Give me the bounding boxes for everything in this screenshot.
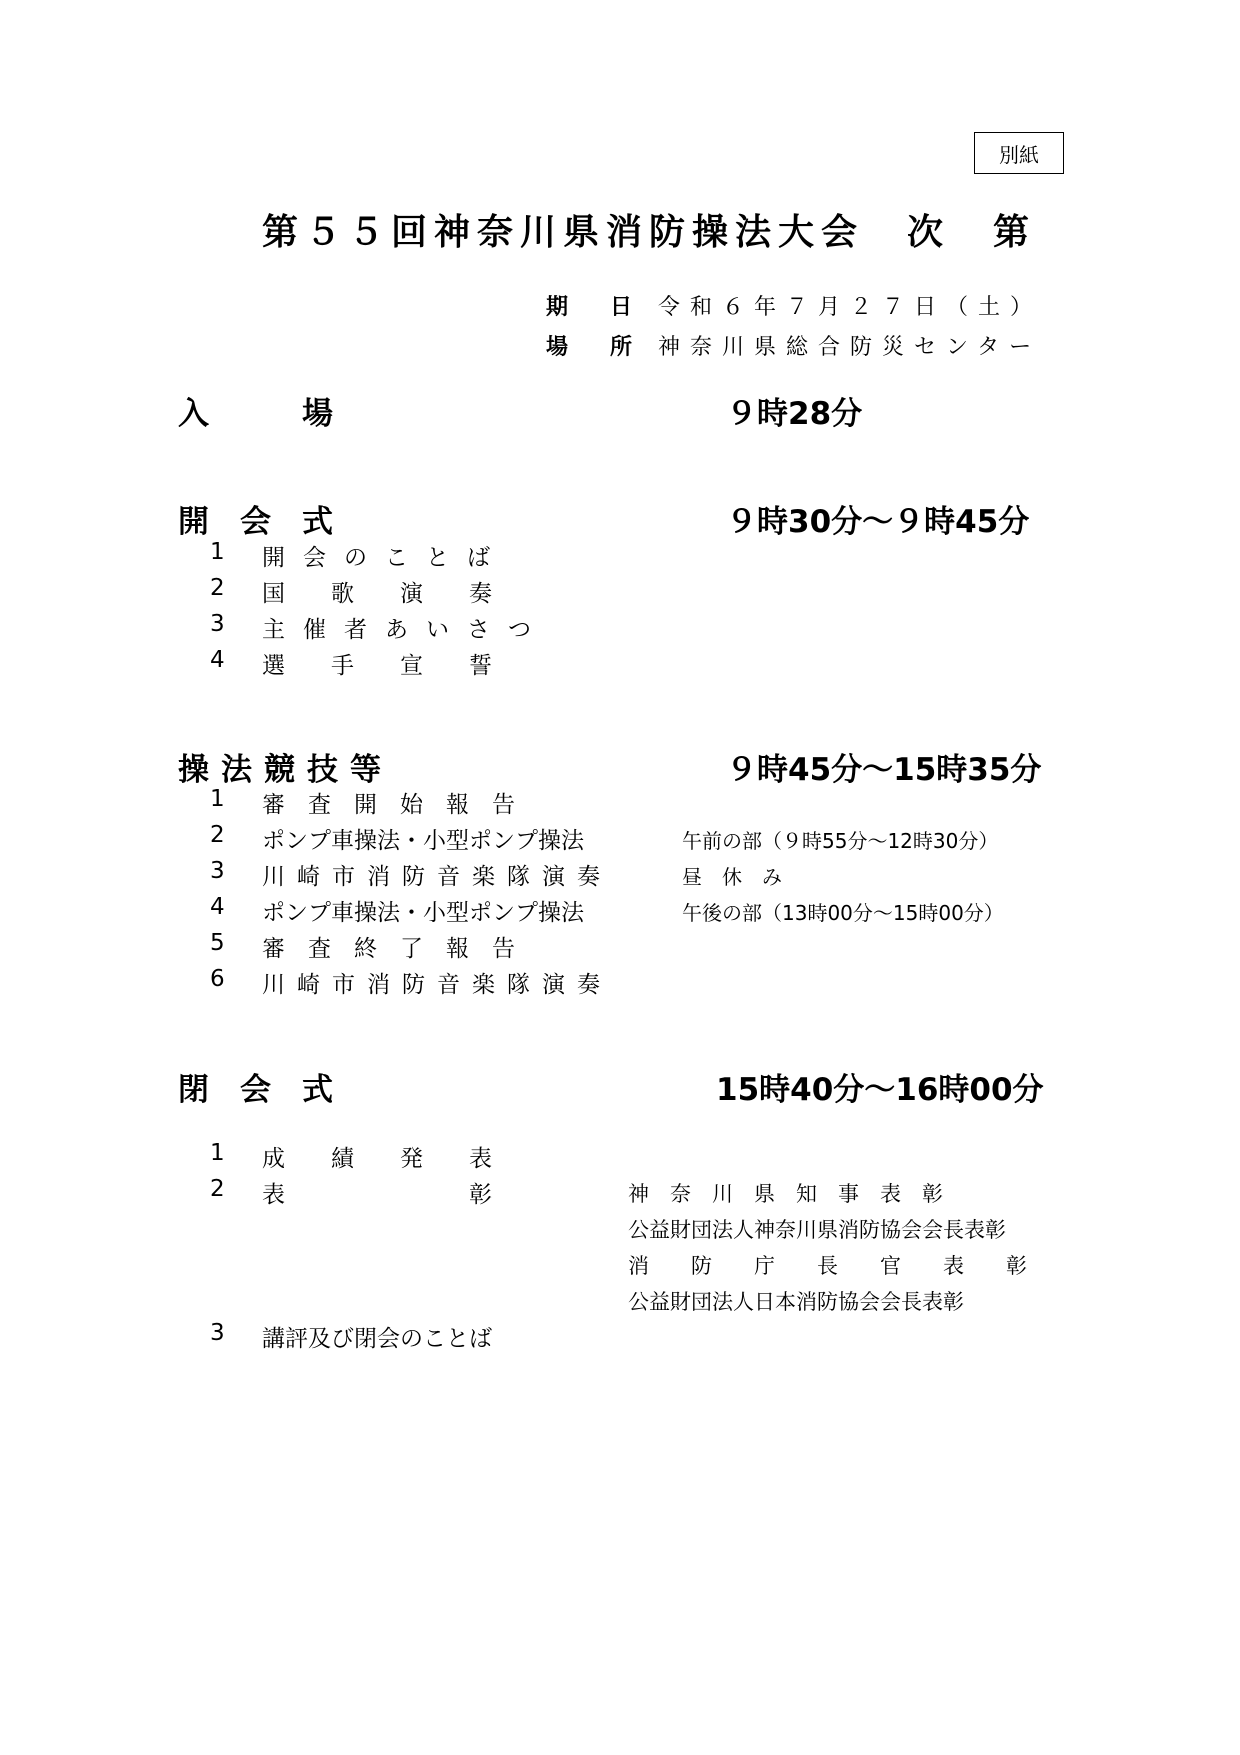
competition-item-label: 川崎市消防音楽隊演奏	[262, 972, 612, 998]
closing-heading: 閉 会 式	[178, 1072, 333, 1108]
competition-time: ９時45分～15時35分	[726, 752, 1042, 788]
date-value: 令和６年７月２７日（土）	[658, 295, 1043, 320]
competition-item-num: 5	[210, 930, 225, 956]
award-line: 消 防 庁 長 官 表 彰	[628, 1254, 1027, 1278]
competition-item-note: 昼 休 み	[682, 865, 782, 889]
competition-item-label: 審 査 終 了 報 告	[262, 936, 515, 962]
opening-item-num: 1	[210, 539, 225, 565]
competition-item-num: 2	[210, 822, 225, 848]
place-label: 場 所	[546, 335, 643, 360]
competition-item-num: 3	[210, 858, 225, 884]
opening-time: ９時30分～９時45分	[726, 504, 1030, 540]
entrance-time: ９時28分	[726, 396, 863, 432]
competition-item-num: 4	[210, 894, 225, 920]
competition-item-label: ポンプ車操法・小型ポンプ操法	[262, 828, 584, 854]
meta-place	[546, 330, 1041, 361]
competition-heading: 操法競技等	[178, 752, 393, 788]
place-value: 神奈川県総合防災センター	[658, 335, 1042, 360]
closing-time: 15時40分～16時00分	[716, 1072, 1044, 1108]
closing-item-num: 1	[210, 1140, 225, 1166]
award-line: 公益財団法人神奈川県消防協会会長表彰	[628, 1218, 1006, 1242]
opening-item-label: 国 歌 演 奏	[262, 581, 492, 607]
competition-item-note: 午後の部（13時00分～15時00分）	[682, 901, 1004, 925]
meta-date	[546, 290, 1042, 321]
award-line: 公益財団法人日本消防協会会長表彰	[628, 1290, 964, 1314]
opening-item-label: 選 手 宣 誓	[262, 653, 492, 679]
page-title: 第５５回神奈川県消防操法大会 次 第	[262, 212, 1037, 253]
opening-item-label: 開会のことば	[262, 545, 508, 571]
closing-item-label: 表 彰	[262, 1182, 492, 1208]
competition-item-num: 1	[210, 786, 225, 812]
closing-item-num: 3	[210, 1320, 225, 1346]
closing-item-label: 講評及び閉会のことば	[262, 1326, 492, 1352]
competition-item-num: 6	[210, 966, 225, 992]
competition-item-label: 川崎市消防音楽隊演奏	[262, 864, 612, 890]
award-line: 神 奈 川 県 知 事 表 彰	[628, 1182, 943, 1206]
competition-item-label: ポンプ車操法・小型ポンプ操法	[262, 900, 584, 926]
date-label: 期 日	[546, 295, 643, 320]
opening-item-num: 3	[210, 611, 225, 637]
opening-item-num: 4	[210, 647, 225, 673]
competition-item-note: 午前の部（９時55分～12時30分）	[682, 829, 999, 853]
attachment-label: 別紙	[974, 132, 1064, 174]
entrance-heading: 入 場	[178, 396, 333, 432]
closing-item-label: 成 績 発 表	[262, 1146, 492, 1172]
closing-item-num: 2	[210, 1176, 225, 1202]
competition-item-label: 審 査 開 始 報 告	[262, 792, 515, 818]
opening-heading: 開 会 式	[178, 504, 333, 540]
opening-item-label: 主催者あいさつ	[262, 617, 549, 643]
opening-item-num: 2	[210, 575, 225, 601]
